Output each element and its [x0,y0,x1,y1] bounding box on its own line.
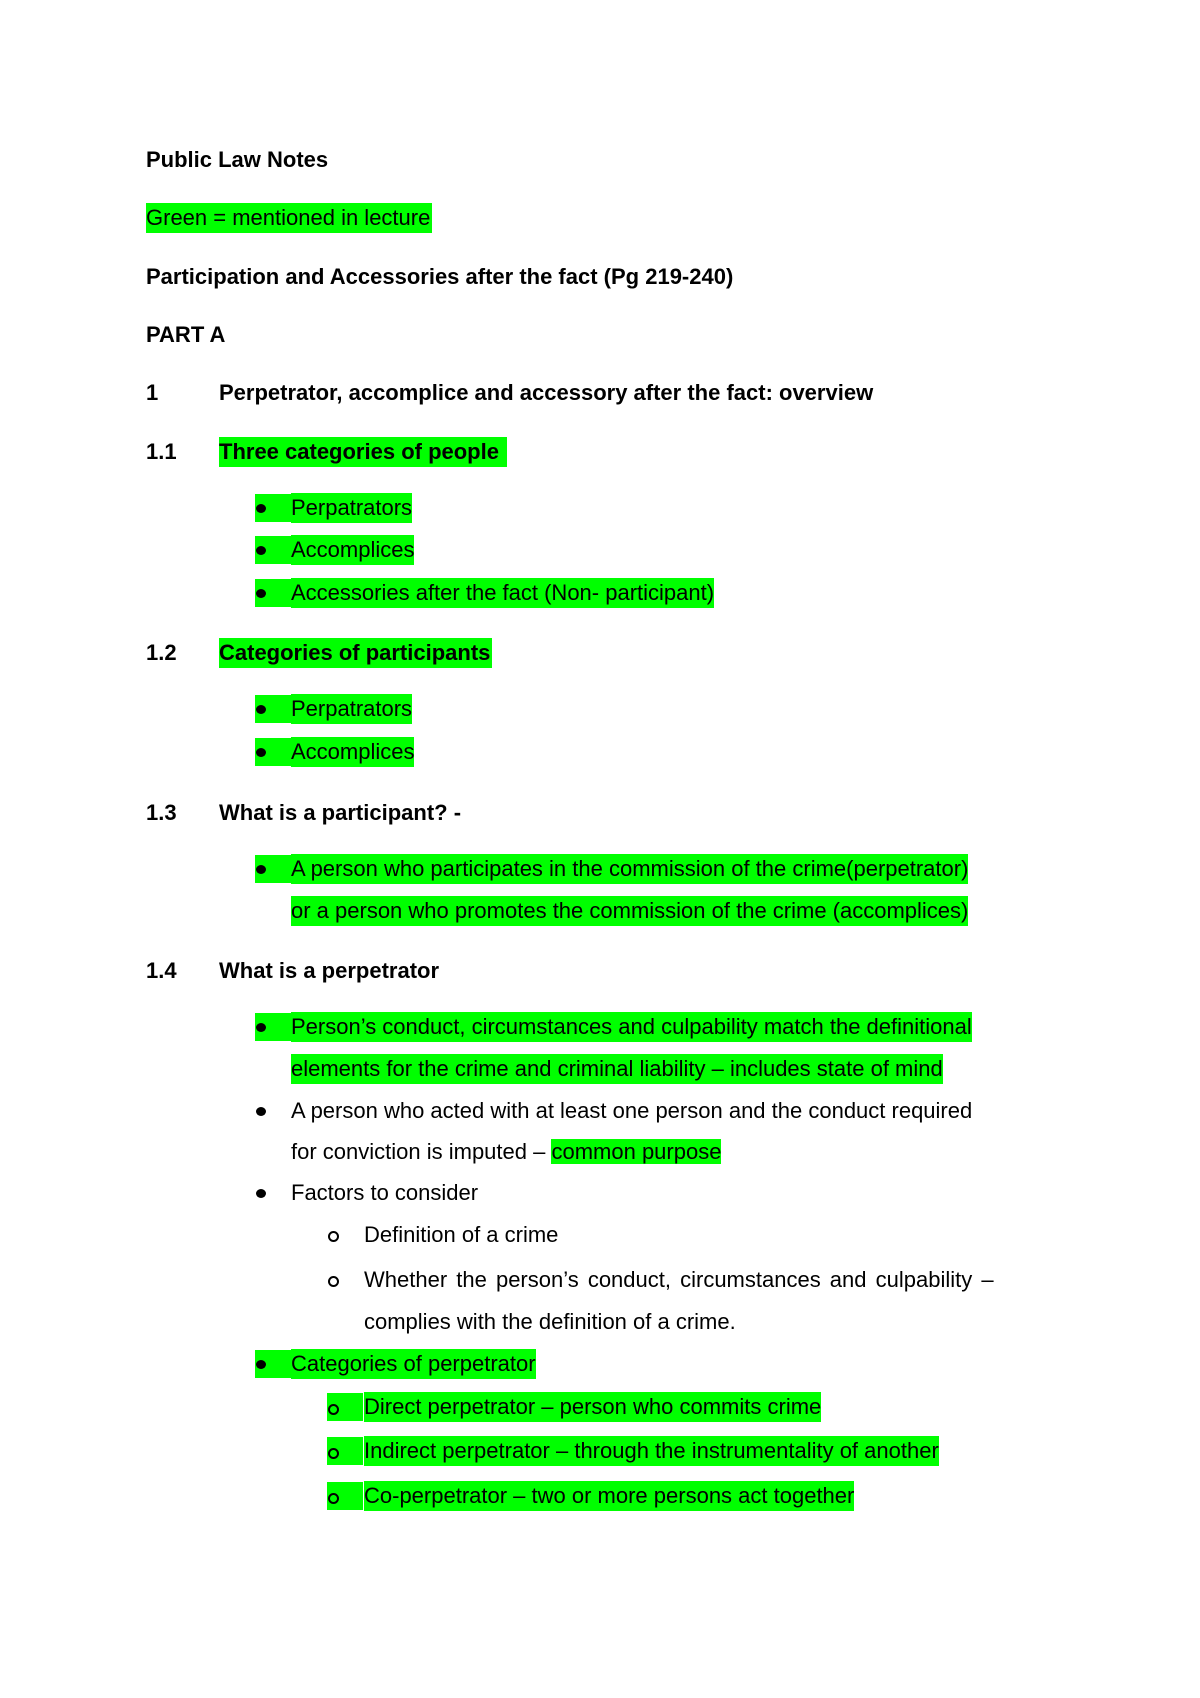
section-title: What is a perpetrator [219,958,440,983]
list-item-text: for conviction is imputed – [291,1139,552,1164]
sub-bullet-icon [328,1231,339,1242]
bullet-icon [256,1107,266,1116]
list-item: Person’s conduct, circumstances and culpability match the definitional [291,1012,972,1042]
sub-list-item: Direct perpetrator – person who commits crime [364,1392,821,1422]
list-item: Accessories after the fact (Non- participant) [291,578,714,608]
part-label: PART A [146,322,226,347]
list-item: Accomplices [291,737,414,767]
list-item: A person who participates in the commission of the crime(perpetrator) [291,854,968,884]
highlight-legend: Green = mentioned in lecture [146,203,432,233]
bullet-icon [256,748,266,757]
section-number: 1 [146,380,159,405]
list-item: Accomplices [291,535,414,565]
section-title: Perpetrator, accomplice and accessory after the fact: overview [219,380,874,405]
section-number: 1.3 [146,800,177,825]
list-item: Categories of perpetrator [291,1349,536,1379]
list-item-continuation [291,1137,721,1167]
bullet-icon [256,589,266,598]
bullet-icon [256,1360,266,1369]
section-title: Categories of participants [219,638,492,668]
sub-list-item: Indirect perpetrator – through the instrumentality of another [364,1436,939,1466]
section-title: What is a participant? - [219,800,462,825]
list-item: Perpatrators [291,493,412,523]
sub-list-item-continuation: complies with the definition of a crime. [364,1309,736,1334]
section-number: 1.4 [146,958,177,983]
sub-bullet-icon [328,1276,339,1287]
list-item: A person who acted with at least one person and the conduct required [291,1098,973,1123]
bullet-icon [256,546,266,555]
sub-bullet-icon [328,1493,339,1504]
bullet-icon [256,1023,266,1032]
sub-bullet-icon [328,1448,339,1459]
document-title: Public Law Notes [146,147,329,172]
section-number: 1.1 [146,439,177,464]
list-item-continuation: or a person who promotes the commission of the crime (accomplices) [291,896,968,926]
bullet-icon [256,1189,266,1198]
sub-list-item: Co-perpetrator – two or more persons act together [364,1481,854,1511]
sub-list-item: Definition of a crime [364,1222,559,1247]
sub-bullet-icon [328,1404,339,1415]
sub-list-item: Whether the person’s conduct, circumstances and culpability – [364,1267,994,1292]
section-number: 1.2 [146,640,177,665]
list-item: Factors to consider [291,1180,479,1205]
list-item-continuation: elements for the crime and criminal liability – includes state of mind [291,1054,943,1084]
highlighted-term: common purpose [551,1139,722,1164]
section-heading: Participation and Accessories after the fact (Pg 219-240) [146,264,734,289]
section-title: Three categories of people [219,437,507,467]
list-item: Perpatrators [291,694,412,724]
bullet-icon [256,865,266,874]
bullet-icon [256,504,266,513]
bullet-icon [256,705,266,714]
